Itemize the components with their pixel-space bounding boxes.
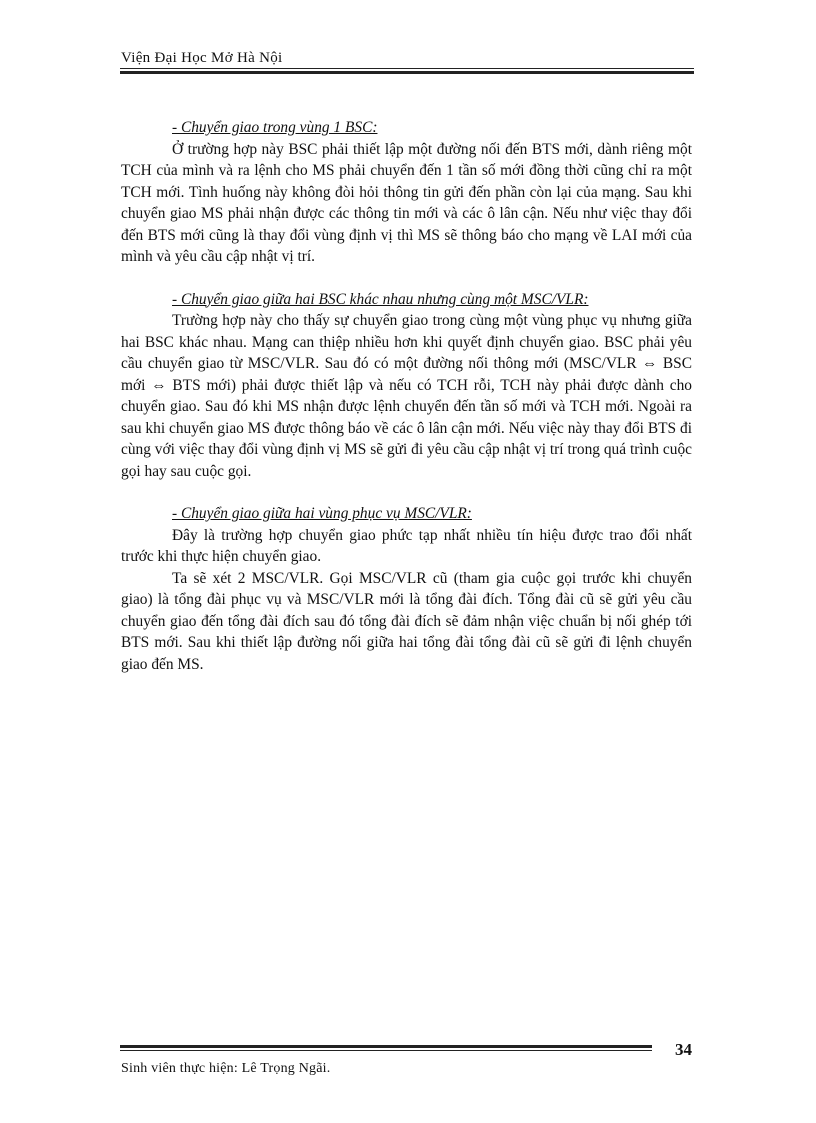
section-heading: - Chuyển giao giữa hai BSC khác nhau nhưng cùng một MSC/VLR: xyxy=(172,290,589,308)
section-heading: - Chuyển giao trong vùng 1 BSC: xyxy=(172,119,378,136)
header-rule-thick xyxy=(120,71,694,74)
footer-author: Sinh viên thực hiện: Lê Trọng Ngãi. xyxy=(121,1061,331,1076)
section-handover-between-bsc xyxy=(121,289,692,483)
header-rule-thin xyxy=(120,68,694,69)
paragraph: Ở trường hợp này BSC phải thiết lập một đường nối đến BTS mới, dành riêng một TCH của mình và ra lệnh cho MS phải chuyển đến 1 tần số mới đồng thời cũng chỉ ra một TCH mới. Tình huống này không đòi hỏi thông tin gửi đến phần còn lại của mạng. Sau khi chuyển giao MS phải nhận được các thông tin mới và các ô lân cận. Nếu như việc thay đổi đến BTS mới cũng là thay đổi vùng định vị thì MS sẽ thông báo cho mạng về LAI mới của mình và yêu cầu cập nhật vị trí. xyxy=(121,140,692,265)
paragraph: Trường hợp này cho thấy sự chuyển giao trong cùng một vùng phục vụ nhưng giữa hai BSC khác nhau. Mạng can thiệp nhiều hơn khi quyết định chuyển giao. BSC phải yêu cầu chuyển giao từ MSC/VLR. Sau đó có một đường nối thông mới (MSC/VLR ⇔ BSC mới ⇔ BTS mới) phải được thiết lập và nếu có TCH rỗi, TCH này phải được dành cho chuyển giao. Sau đó khi MS nhận được lệnh chuyển đến tần số mới và TCH mới. Ngoài ra sau khi chuyển giao MS được thông báo về các ô lân cận mới. Nếu việc này thay đổi BTS đi cùng với việc thay đổi vùng định vị MS sẽ gửi đi yêu cầu cập nhật vị trí trong quá trình cuộc gọi hay sau cuộc gọi. xyxy=(121,312,692,480)
header-title: Viện Đại Học Mở Hà Nội xyxy=(121,50,283,66)
section-handover-between-msc xyxy=(121,503,692,675)
section-handover-within-bsc xyxy=(121,117,692,268)
paragraph: Đây là trường hợp chuyển giao phức tạp nhất nhiều tín hiệu được trao đổi nhất trước khi thực hiện chuyển giao. xyxy=(121,526,692,565)
document-body xyxy=(121,117,692,696)
footer-rule-thick xyxy=(120,1045,652,1048)
footer-rule-thin xyxy=(120,1050,652,1051)
page-number: 34 xyxy=(675,1040,692,1059)
paragraph: Ta sẽ xét 2 MSC/VLR. Gọi MSC/VLR cũ (tham gia cuộc gọi trước khi chuyển giao) là tổng đài phục vụ và MSC/VLR mới là tổng đài đích. Tổng đài cũ sẽ gửi yêu cầu chuyển giao đến tổng đài đích sau đó tổng đài đích sẽ đảm nhận việc chuẩn bị nối ghép tới BTS mới. Sau khi thiết lập đường nối giữa hai tổng đài tổng đài cũ sẽ gửi đi lệnh chuyển giao đến MS. xyxy=(121,569,692,673)
section-heading: - Chuyển giao giữa hai vùng phục vụ MSC/VLR: xyxy=(172,505,472,522)
